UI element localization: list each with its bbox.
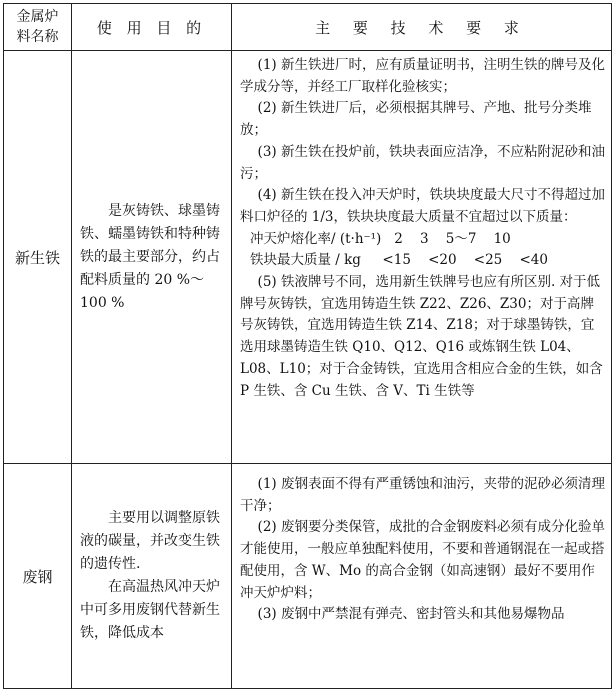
table-row (4, 51, 612, 464)
max-mass-value: <20 (428, 252, 457, 269)
max-mass-value: <15 (382, 252, 411, 269)
max-mass-value: <25 (473, 252, 503, 269)
header-purpose: 使 用 目 的 (72, 4, 232, 51)
requirement-item: (3) 新生铁在投炉前，铁块表面应洁净，不应粘附泥砂和油污； (240, 143, 605, 182)
melt-rate-value: 10 (493, 230, 511, 247)
melt-rate-value: 2 (394, 230, 403, 247)
melt-rate-label: 冲天炉熔化率/ (t·h⁻¹) (250, 230, 382, 247)
requirement-item: (4) 新生铁在投入冲天炉时，铁块块度最大尺寸不得超过加料口炉径的 1/3，铁块块度最大质量不宜超过以下质量： (240, 187, 605, 225)
melt-rate-value: 5～7 (445, 230, 477, 247)
purpose-text: 主要用以调整原铁液的碳量，并改变生铁的遗传性. (80, 510, 220, 572)
requirement-item: (1) 新生铁进厂时，应有质量证明书，注明生铁的牌号及化学成分等，并经工厂取样化验核实； (240, 57, 605, 95)
max-mass-line (240, 250, 605, 272)
requirement-item: (3) 废钢中严禁混有弹壳、密封管头和其他易爆物品 (257, 606, 565, 623)
requirements-cell (232, 51, 612, 464)
max-mass-value: <40 (519, 252, 548, 269)
material-name: 废钢 (4, 464, 72, 689)
material-name: 新生铁 (4, 51, 72, 464)
requirement-item: (1) 废钢表面不得有严重锈蚀和油污，夹带的泥砂必须清理干净； (240, 476, 605, 514)
requirement-item: (2) 废钢要分类保管，成批的合金钢废料必须有成分化验单才能使用，一般应单独配料使用，不要和普通钢混在一起或搭配使用，含 W、Mo 的高合金钢（如高速钢）最好不要用作冲天炉炉料； (240, 519, 605, 601)
header-material-name: 金属炉 料名称 (4, 4, 72, 51)
melt-rate-value: 3 (419, 230, 429, 247)
purpose-text: 在高温热风冲天炉中可多用废钢代替新生铁，降低成本 (80, 579, 220, 641)
header-row (4, 4, 612, 51)
table-row (4, 464, 612, 689)
furnace-charge-table (3, 3, 612, 689)
header-requirements: 主 要 技 术 要 求 (232, 4, 612, 51)
requirement-item: (5) 铁液牌号不同，选用新生铁牌号也应有所区别. 对于低牌号灰铸铁，宜选用铸造生铁 Z22、Z26、Z30；对于高牌号灰铸铁，宜选用铸造生铁 Z14、Z18；对于球墨铸铁，宜选用球墨铸造生铁 Q10、Q12、Q16 或炼钢生铁 L04、L08、L10；对于合金铸铁，宜选用含相应合金的生铁，如含 P 生铁、含 Cu 生铁、含 V、Ti 生铁等 (240, 274, 603, 399)
purpose-cell (72, 51, 232, 464)
requirement-item: (2) 新生铁进厂后，必须根据其牌号、产地、批号分类堆放； (240, 100, 592, 139)
requirements-cell (232, 464, 612, 689)
purpose-cell (72, 464, 232, 689)
max-mass-label: 铁块最大质量 / kg (250, 252, 361, 269)
melt-rate-line (240, 229, 605, 251)
purpose-text: 是灰铸铁、球墨铸铁、蠕墨铸铁和特种铸铁的最主要部分，约占配料质量的 20 %～100 % (80, 202, 220, 311)
